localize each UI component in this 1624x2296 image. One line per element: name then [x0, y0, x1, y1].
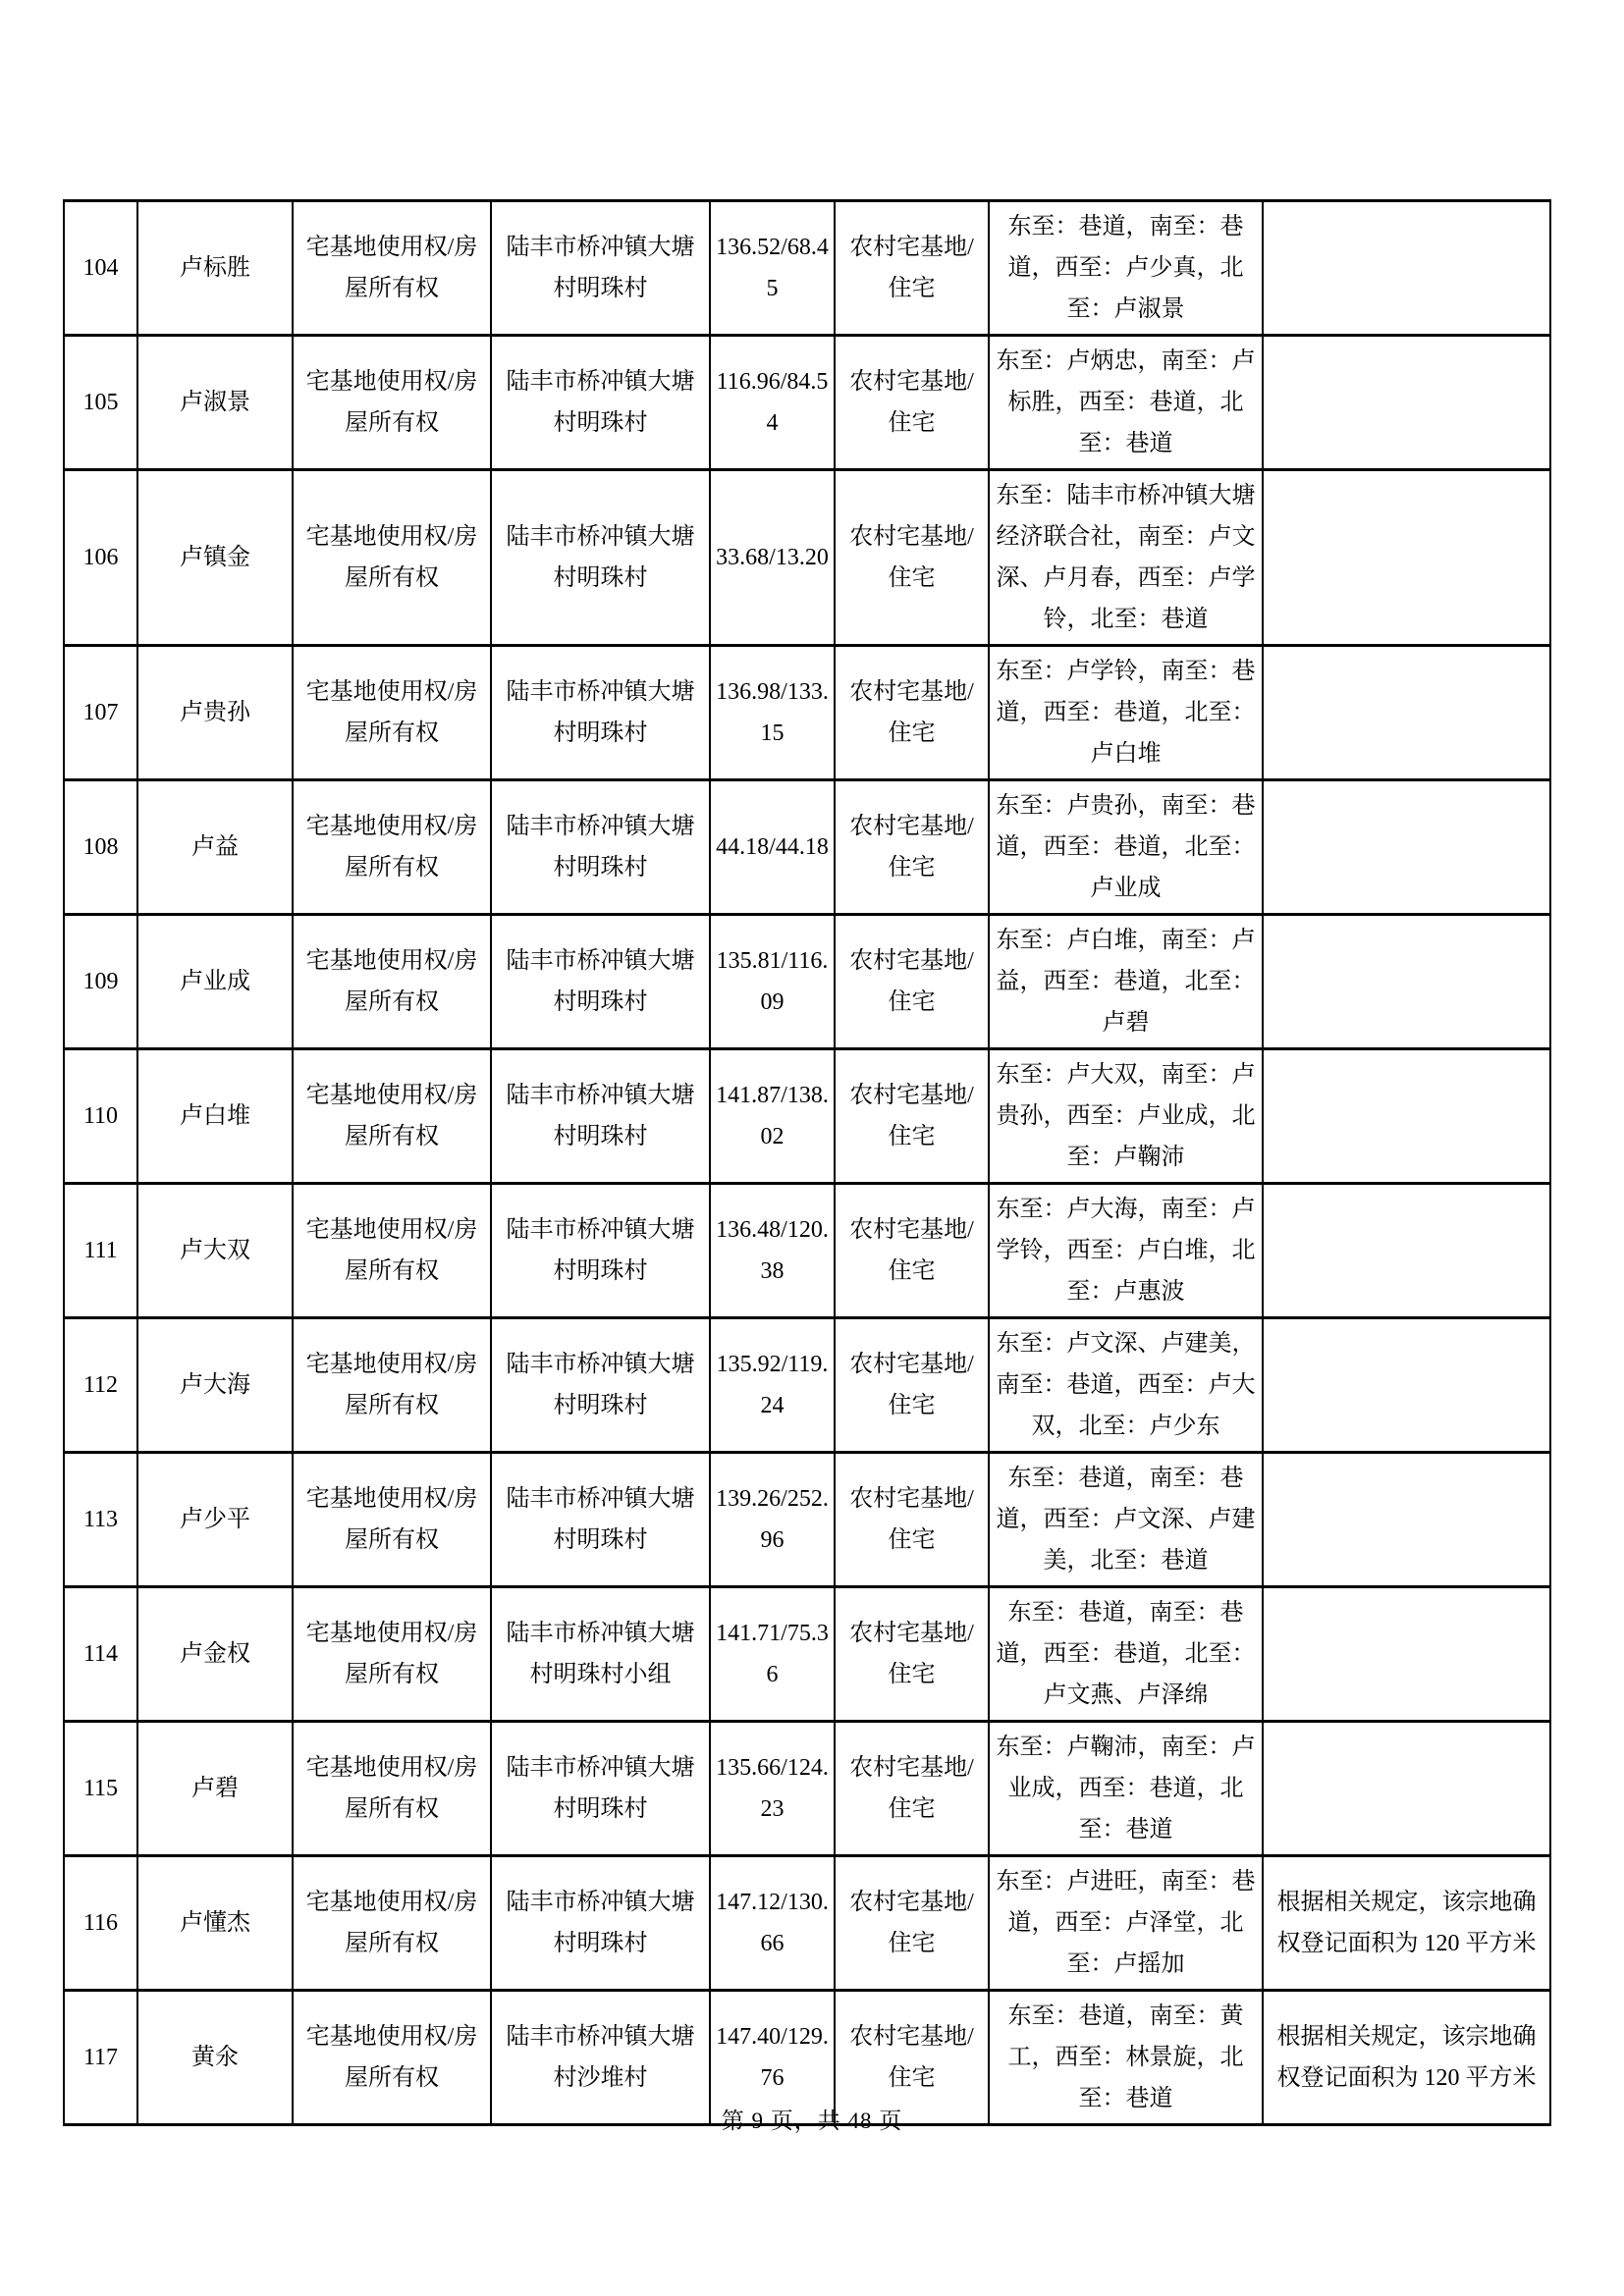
cell-area-values: 135.66/124.23: [710, 1722, 835, 1856]
cell-area-values: 44.18/44.18: [710, 780, 835, 915]
cell-boundaries: 东至：陆丰市桥冲镇大塘经济联合社，南至：卢文深、卢月春，西至：卢学铃，北至：巷道: [989, 470, 1263, 646]
cell-land-usage: 农村宅基地/住宅: [835, 1453, 989, 1587]
cell-land-usage: 农村宅基地/住宅: [835, 780, 989, 915]
cell-remark: 根据相关规定，该宗地确权登记面积为 120 平方米: [1263, 1991, 1550, 2125]
cell-owner-name: 卢益: [137, 780, 293, 915]
cell-location: 陆丰市桥冲镇大塘村明珠村: [491, 646, 710, 780]
land-rights-table: [63, 199, 1551, 2126]
cell-area-values: 136.52/68.45: [710, 201, 835, 336]
cell-remark: [1263, 1722, 1550, 1856]
cell-remark: [1263, 1318, 1550, 1453]
table-row: [64, 336, 1550, 470]
cell-location: 陆丰市桥冲镇大塘村明珠村: [491, 470, 710, 646]
cell-rights-type: 宅基地使用权/房屋所有权: [293, 1991, 491, 2125]
cell-rights-type: 宅基地使用权/房屋所有权: [293, 1587, 491, 1722]
cell-rights-type: 宅基地使用权/房屋所有权: [293, 646, 491, 780]
cell-area-values: 139.26/252.96: [710, 1453, 835, 1587]
cell-boundaries: 东至：卢鞠沛，南至：卢业成，西至：巷道，北至：巷道: [989, 1722, 1263, 1856]
cell-owner-name: 卢碧: [137, 1722, 293, 1856]
table-row: [64, 470, 1550, 646]
cell-rights-type: 宅基地使用权/房屋所有权: [293, 1453, 491, 1587]
cell-area-values: 136.98/133.15: [710, 646, 835, 780]
cell-serial-number: 113: [64, 1453, 137, 1587]
cell-location: 陆丰市桥冲镇大塘村明珠村: [491, 1049, 710, 1184]
cell-boundaries: 东至：巷道，南至：黄工，西至：林景旋，北至：巷道: [989, 1991, 1263, 2125]
table-row: [64, 1318, 1550, 1453]
cell-boundaries: 东至：卢贵孙，南至：巷道，西至：巷道，北至：卢业成: [989, 780, 1263, 915]
cell-boundaries: 东至：卢大双，南至：卢贵孙，西至：卢业成，北至：卢鞠沛: [989, 1049, 1263, 1184]
cell-location: 陆丰市桥冲镇大塘村明珠村: [491, 1453, 710, 1587]
cell-owner-name: 卢镇金: [137, 470, 293, 646]
cell-boundaries: 东至：巷道，南至：巷道，西至：卢文深、卢建美，北至：巷道: [989, 1453, 1263, 1587]
cell-owner-name: 卢贵孙: [137, 646, 293, 780]
cell-serial-number: 109: [64, 915, 137, 1049]
cell-remark: [1263, 336, 1550, 470]
cell-remark: [1263, 1587, 1550, 1722]
cell-serial-number: 111: [64, 1184, 137, 1318]
cell-rights-type: 宅基地使用权/房屋所有权: [293, 1856, 491, 1991]
cell-rights-type: 宅基地使用权/房屋所有权: [293, 1184, 491, 1318]
cell-rights-type: 宅基地使用权/房屋所有权: [293, 201, 491, 336]
cell-serial-number: 107: [64, 646, 137, 780]
cell-remark: [1263, 1453, 1550, 1587]
cell-land-usage: 农村宅基地/住宅: [835, 1318, 989, 1453]
cell-area-values: 141.87/138.02: [710, 1049, 835, 1184]
cell-rights-type: 宅基地使用权/房屋所有权: [293, 1722, 491, 1856]
cell-remark: [1263, 646, 1550, 780]
cell-area-values: 147.12/130.66: [710, 1856, 835, 1991]
cell-location: 陆丰市桥冲镇大塘村沙堆村: [491, 1991, 710, 2125]
cell-remark: [1263, 780, 1550, 915]
cell-rights-type: 宅基地使用权/房屋所有权: [293, 915, 491, 1049]
cell-serial-number: 105: [64, 336, 137, 470]
cell-land-usage: 农村宅基地/住宅: [835, 915, 989, 1049]
table-row: [64, 1856, 1550, 1991]
cell-land-usage: 农村宅基地/住宅: [835, 1184, 989, 1318]
table-row: [64, 1184, 1550, 1318]
cell-area-values: 147.40/129.76: [710, 1991, 835, 2125]
cell-owner-name: 卢淑景: [137, 336, 293, 470]
cell-area-values: 135.92/119.24: [710, 1318, 835, 1453]
cell-serial-number: 116: [64, 1856, 137, 1991]
cell-land-usage: 农村宅基地/住宅: [835, 1722, 989, 1856]
cell-land-usage: 农村宅基地/住宅: [835, 201, 989, 336]
cell-boundaries: 东至：卢大海，南至：卢学铃，西至：卢白堆，北至：卢惠波: [989, 1184, 1263, 1318]
cell-land-usage: 农村宅基地/住宅: [835, 1991, 989, 2125]
cell-owner-name: 卢标胜: [137, 201, 293, 336]
cell-remark: [1263, 1049, 1550, 1184]
cell-rights-type: 宅基地使用权/房屋所有权: [293, 1318, 491, 1453]
cell-rights-type: 宅基地使用权/房屋所有权: [293, 336, 491, 470]
cell-boundaries: 东至：卢学铃，南至：巷道，西至：巷道，北至：卢白堆: [989, 646, 1263, 780]
cell-rights-type: 宅基地使用权/房屋所有权: [293, 470, 491, 646]
table-row: [64, 1722, 1550, 1856]
cell-serial-number: 110: [64, 1049, 137, 1184]
cell-serial-number: 117: [64, 1991, 137, 2125]
cell-land-usage: 农村宅基地/住宅: [835, 1587, 989, 1722]
cell-remark: [1263, 470, 1550, 646]
cell-serial-number: 104: [64, 201, 137, 336]
cell-location: 陆丰市桥冲镇大塘村明珠村: [491, 780, 710, 915]
cell-rights-type: 宅基地使用权/房屋所有权: [293, 780, 491, 915]
cell-owner-name: 卢大双: [137, 1184, 293, 1318]
table-row: [64, 646, 1550, 780]
cell-boundaries: 东至：巷道，南至：巷道，西至：卢少真，北至：卢淑景: [989, 201, 1263, 336]
cell-remark: [1263, 201, 1550, 336]
cell-rights-type: 宅基地使用权/房屋所有权: [293, 1049, 491, 1184]
cell-land-usage: 农村宅基地/住宅: [835, 646, 989, 780]
cell-owner-name: 卢少平: [137, 1453, 293, 1587]
cell-location: 陆丰市桥冲镇大塘村明珠村: [491, 915, 710, 1049]
cell-location: 陆丰市桥冲镇大塘村明珠村: [491, 1722, 710, 1856]
cell-location: 陆丰市桥冲镇大塘村明珠村: [491, 1184, 710, 1318]
cell-owner-name: 黄氽: [137, 1991, 293, 2125]
page-number-footer: 第 9 页，共 48 页: [721, 2109, 903, 2133]
cell-remark: [1263, 915, 1550, 1049]
cell-location: 陆丰市桥冲镇大塘村明珠村: [491, 201, 710, 336]
cell-location: 陆丰市桥冲镇大塘村明珠村: [491, 1856, 710, 1991]
table-row: [64, 1049, 1550, 1184]
cell-area-values: 136.48/120.38: [710, 1184, 835, 1318]
table-row: [64, 915, 1550, 1049]
cell-boundaries: 东至：卢进旺，南至：巷道，西至：卢泽堂，北至：卢摇加: [989, 1856, 1263, 1991]
cell-remark: 根据相关规定，该宗地确权登记面积为 120 平方米: [1263, 1856, 1550, 1991]
table-row: [64, 1587, 1550, 1722]
cell-location: 陆丰市桥冲镇大塘村明珠村: [491, 1318, 710, 1453]
cell-land-usage: 农村宅基地/住宅: [835, 1856, 989, 1991]
cell-boundaries: 东至：卢文深、卢建美，南至：巷道，西至：卢大双，北至：卢少东: [989, 1318, 1263, 1453]
cell-location: 陆丰市桥冲镇大塘村明珠村: [491, 336, 710, 470]
cell-serial-number: 112: [64, 1318, 137, 1453]
table-row: [64, 780, 1550, 915]
cell-boundaries: 东至：卢炳忠，南至：卢标胜，西至：巷道，北至：巷道: [989, 336, 1263, 470]
cell-area-values: 33.68/13.20: [710, 470, 835, 646]
cell-land-usage: 农村宅基地/住宅: [835, 470, 989, 646]
cell-owner-name: 卢金权: [137, 1587, 293, 1722]
table-row: [64, 1453, 1550, 1587]
cell-area-values: 116.96/84.54: [710, 336, 835, 470]
cell-owner-name: 卢大海: [137, 1318, 293, 1453]
land-rights-table-container: [63, 199, 1549, 2126]
table-row: [64, 201, 1550, 336]
cell-boundaries: 东至：卢白堆，南至：卢益，西至：巷道，北至：卢碧: [989, 915, 1263, 1049]
cell-area-values: 141.71/75.36: [710, 1587, 835, 1722]
cell-boundaries: 东至：巷道，南至：巷道，西至：巷道，北至：卢文燕、卢泽绵: [989, 1587, 1263, 1722]
cell-remark: [1263, 1184, 1550, 1318]
cell-land-usage: 农村宅基地/住宅: [835, 1049, 989, 1184]
cell-owner-name: 卢业成: [137, 915, 293, 1049]
cell-serial-number: 115: [64, 1722, 137, 1856]
cell-serial-number: 114: [64, 1587, 137, 1722]
cell-owner-name: 卢懂杰: [137, 1856, 293, 1991]
cell-land-usage: 农村宅基地/住宅: [835, 336, 989, 470]
cell-location: 陆丰市桥冲镇大塘村明珠村小组: [491, 1587, 710, 1722]
cell-serial-number: 106: [64, 470, 137, 646]
cell-owner-name: 卢白堆: [137, 1049, 293, 1184]
cell-area-values: 135.81/116.09: [710, 915, 835, 1049]
cell-serial-number: 108: [64, 780, 137, 915]
